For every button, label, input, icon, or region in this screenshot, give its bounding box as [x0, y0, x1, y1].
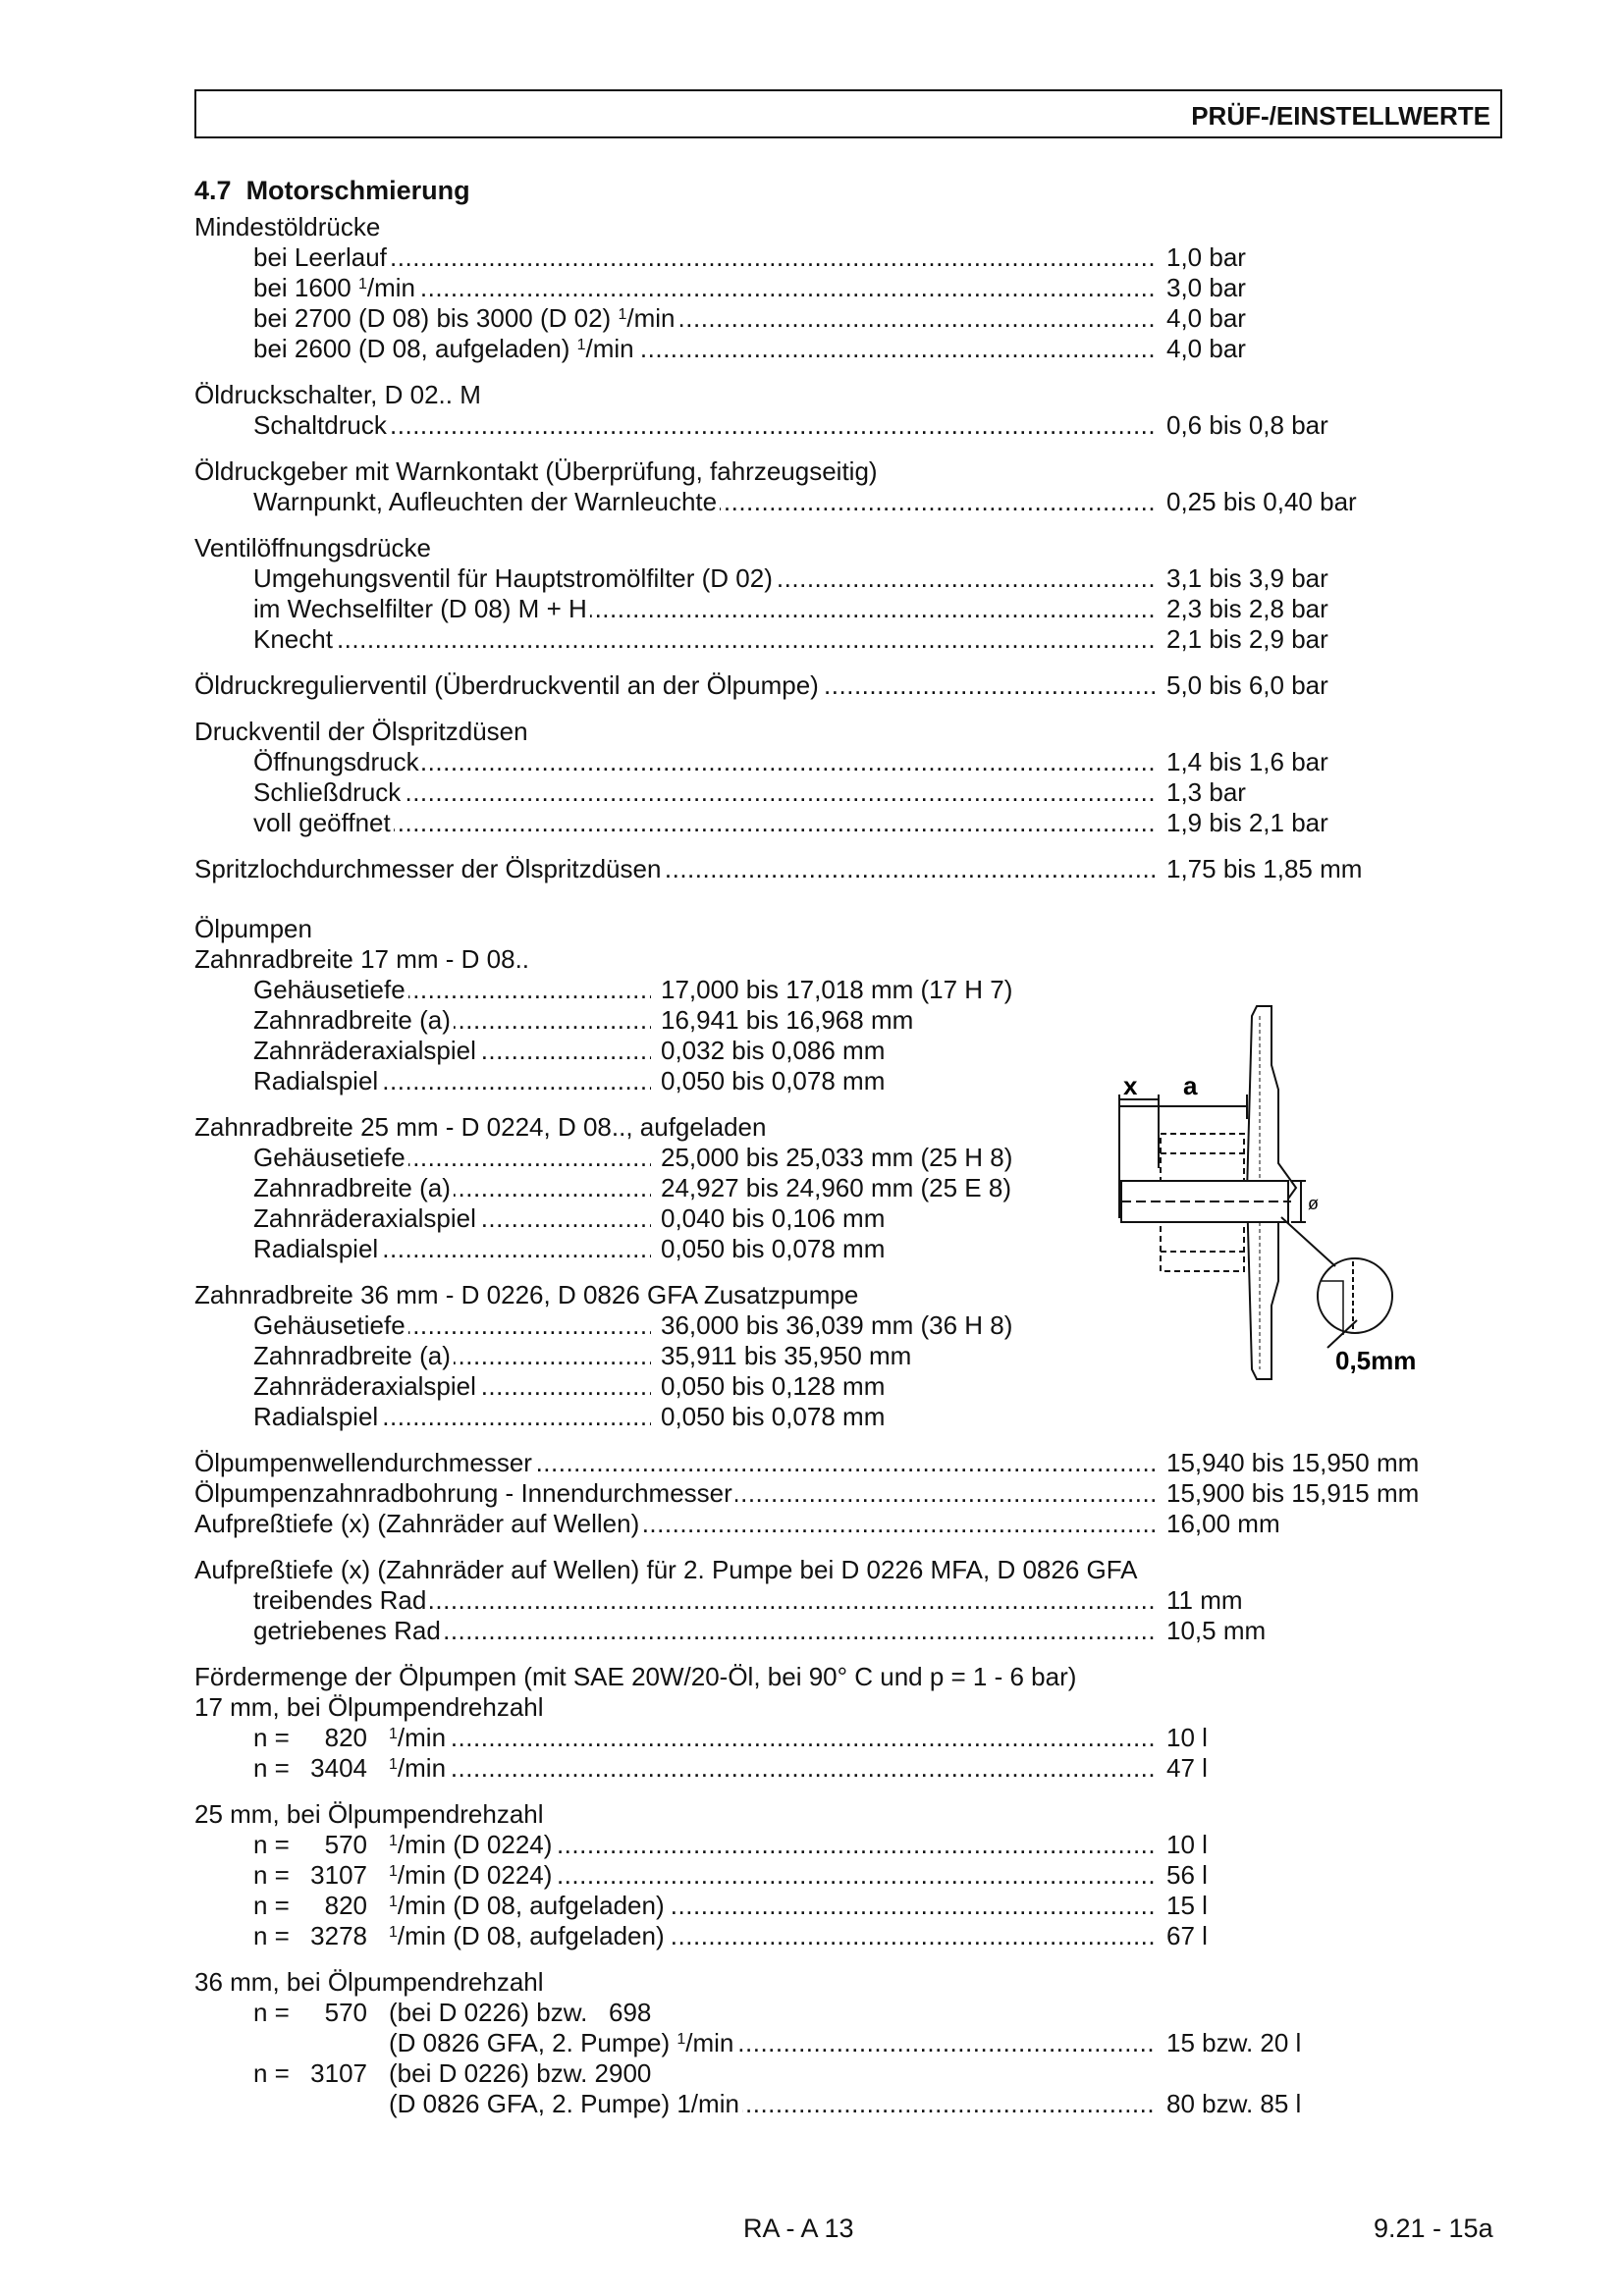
spec-row: ..... Knecht 2,1 bis 2,9 bar: [194, 624, 1510, 655]
spec-row: ..... bei 1600 $^1$/min 3,0 bar: [194, 273, 1510, 303]
pump-row: ..... Zahnräderaxialspiel 0,032 bis 0,086 mm: [194, 1036, 1510, 1066]
pump-row: ..... Zahnradbreite (a) 16,941 bis 16,968 mm: [194, 1005, 1510, 1036]
group-title: Fördermenge der Ölpumpen (mit SAE 20W/20-Öl, bei 90° C und p = 1 - 6 bar): [194, 1662, 1077, 1691]
spec-row: ..... Warnpunkt, Aufleuchten der Warnleuchte 0,25 bis 0,40 bar: [194, 487, 1510, 517]
group-title: Aufpreßtiefe (x) (Zahnräder auf Wellen) für 2. Pumpe bei D 0226 MFA, D 0826 GFA: [194, 1555, 1138, 1584]
flow-row-cont: ..... (D 0826 GFA, 2. Pumpe) 1/min 80 bzw. 85 l: [194, 2089, 1510, 2119]
flow-row: ..... n = 3107 $^1$/min (D 0224) 56 l: [194, 1860, 1510, 1891]
label-gap: 0,5mm: [1335, 1346, 1417, 1375]
pump-row: ..... Zahnräderaxialspiel 0,050 bis 0,128 mm: [194, 1371, 1510, 1402]
spec-row: ..... Schließdruck 1,3 bar: [194, 777, 1510, 808]
page-header-title: PRÜF-/EINSTELLWERTE: [1191, 101, 1490, 131]
footer-page-code: RA - A 13: [743, 2214, 854, 2243]
label-diameter: ø: [1308, 1194, 1319, 1213]
label-a: a: [1183, 1071, 1198, 1100]
flow-row: n = 570 (bei D 0226) bzw. 698: [253, 1998, 652, 2027]
pump-row: ..... Gehäusetiefe 36,000 bis 36,039 mm (36 H 8): [194, 1310, 1510, 1341]
footer-revision: 9.21 - 15a: [1374, 2214, 1493, 2243]
flow-row: ..... n = 820 $^1$/min (D 08, aufgeladen) 15 l: [194, 1891, 1510, 1921]
spec-row: ..... Umgehungsventil für Hauptstromölfilter (D 02) 3,1 bis 3,9 bar: [194, 563, 1510, 594]
spec-row: ..... getriebenes Rad 10,5 mm: [194, 1616, 1510, 1646]
spec-row: ..... Öldruckregulierventil (Überdruckventil an der Ölpumpe) 5,0 bis 6,0 bar: [194, 670, 1510, 701]
pump-row: ..... Gehäusetiefe 25,000 bis 25,033 mm (25 H 8): [194, 1143, 1510, 1173]
section-title: Motorschmierung: [245, 176, 470, 205]
flow-row: ..... n = 820 $^1$/min 10 l: [194, 1723, 1510, 1753]
spec-row: ..... Öffnungsdruck 1,4 bis 1,6 bar: [194, 747, 1510, 777]
pump-row: ..... Radialspiel 0,050 bis 0,078 mm: [194, 1066, 1510, 1096]
flow-row: ..... n = 3278 $^1$/min (D 08, aufgeladen) 67 l: [194, 1921, 1510, 1951]
subgroup-title: Zahnradbreite 36 mm - D 0226, D 0826 GFA Zusatzpumpe: [194, 1280, 859, 1309]
pump-row: ..... Zahnräderaxialspiel 0,040 bis 0,106 mm: [194, 1203, 1510, 1234]
pump-row: ..... Zahnradbreite (a) 24,927 bis 24,960 mm (25 E 8): [194, 1173, 1510, 1203]
spec-row: ..... treibendes Rad 11 mm: [194, 1585, 1510, 1616]
pump-row: ..... Zahnradbreite (a) 35,911 bis 35,950 mm: [194, 1341, 1510, 1371]
flow-row: n = 3107 (bei D 0226) bzw. 2900: [253, 2058, 652, 2088]
label-x: x: [1123, 1071, 1138, 1100]
group-title: Ventilöffnungsdrücke: [194, 533, 431, 562]
spec-row: ..... Ölpumpenwellendurchmesser 15,940 bis 15,950 mm: [194, 1448, 1510, 1478]
flow-row-cont: ..... (D 0826 GFA, 2. Pumpe) $^1$/min 15 bzw. 20 l: [194, 2028, 1510, 2058]
subgroup-title: 36 mm, bei Ölpumpendrehzahl: [194, 1967, 544, 1997]
group-title: Ölpumpen: [194, 914, 312, 943]
spec-row: ..... bei 2700 (D 08) bis 3000 (D 02) $^1$/min 4,0 bar: [194, 303, 1510, 334]
spec-row: ..... Schaltdruck 0,6 bis 0,8 bar: [194, 410, 1510, 441]
spec-row: ..... voll geöffnet 1,9 bis 2,1 bar: [194, 808, 1510, 838]
pump-gear-diagram: [1100, 996, 1473, 1389]
group-title: Mindestöldrücke: [194, 212, 381, 241]
group-title: Öldruckschalter, D 02.. M: [194, 380, 481, 409]
group-title: Öldruckgeber mit Warnkontakt (Überprüfung, fahrzeugseitig): [194, 456, 878, 486]
header-box: [194, 89, 1502, 138]
pump-row: ..... Radialspiel 0,050 bis 0,078 mm: [194, 1234, 1510, 1264]
spec-row: ..... im Wechselfilter (D 08) M + H 2,3 bis 2,8 bar: [194, 594, 1510, 624]
subgroup-title: Zahnradbreite 17 mm - D 08..: [194, 944, 530, 974]
spec-row: ..... Ölpumpenzahnradbohrung - Innendurchmesser 15,900 bis 15,915 mm: [194, 1478, 1510, 1509]
section-number: 4.7: [194, 176, 232, 205]
spec-row: ..... Aufpreßtiefe (x) (Zahnräder auf Wellen) 16,00 mm: [194, 1509, 1510, 1539]
group-title: Druckventil der Ölspritzdüsen: [194, 717, 528, 746]
spec-row: ..... Spritzlochdurchmesser der Ölspritzdüsen 1,75 bis 1,85 mm: [194, 854, 1510, 884]
subgroup-title: Zahnradbreite 25 mm - D 0224, D 08.., aufgeladen: [194, 1112, 767, 1142]
subgroup-title: 25 mm, bei Ölpumpendrehzahl: [194, 1799, 544, 1829]
pump-row: ..... Gehäusetiefe 17,000 bis 17,018 mm (17 H 7): [194, 975, 1510, 1005]
flow-row: ..... n = 3404 $^1$/min 47 l: [194, 1753, 1510, 1784]
spec-row: ..... bei Leerlauf 1,0 bar: [194, 242, 1510, 273]
spec-row: ..... bei 2600 (D 08, aufgeladen) $^1$/min 4,0 bar: [194, 334, 1510, 364]
subgroup-title: 17 mm, bei Ölpumpendrehzahl: [194, 1692, 544, 1722]
pump-row: ..... Radialspiel 0,050 bis 0,078 mm: [194, 1402, 1510, 1432]
section-heading: [194, 169, 1510, 212]
flow-row: ..... n = 570 $^1$/min (D 0224) 10 l: [194, 1830, 1510, 1860]
